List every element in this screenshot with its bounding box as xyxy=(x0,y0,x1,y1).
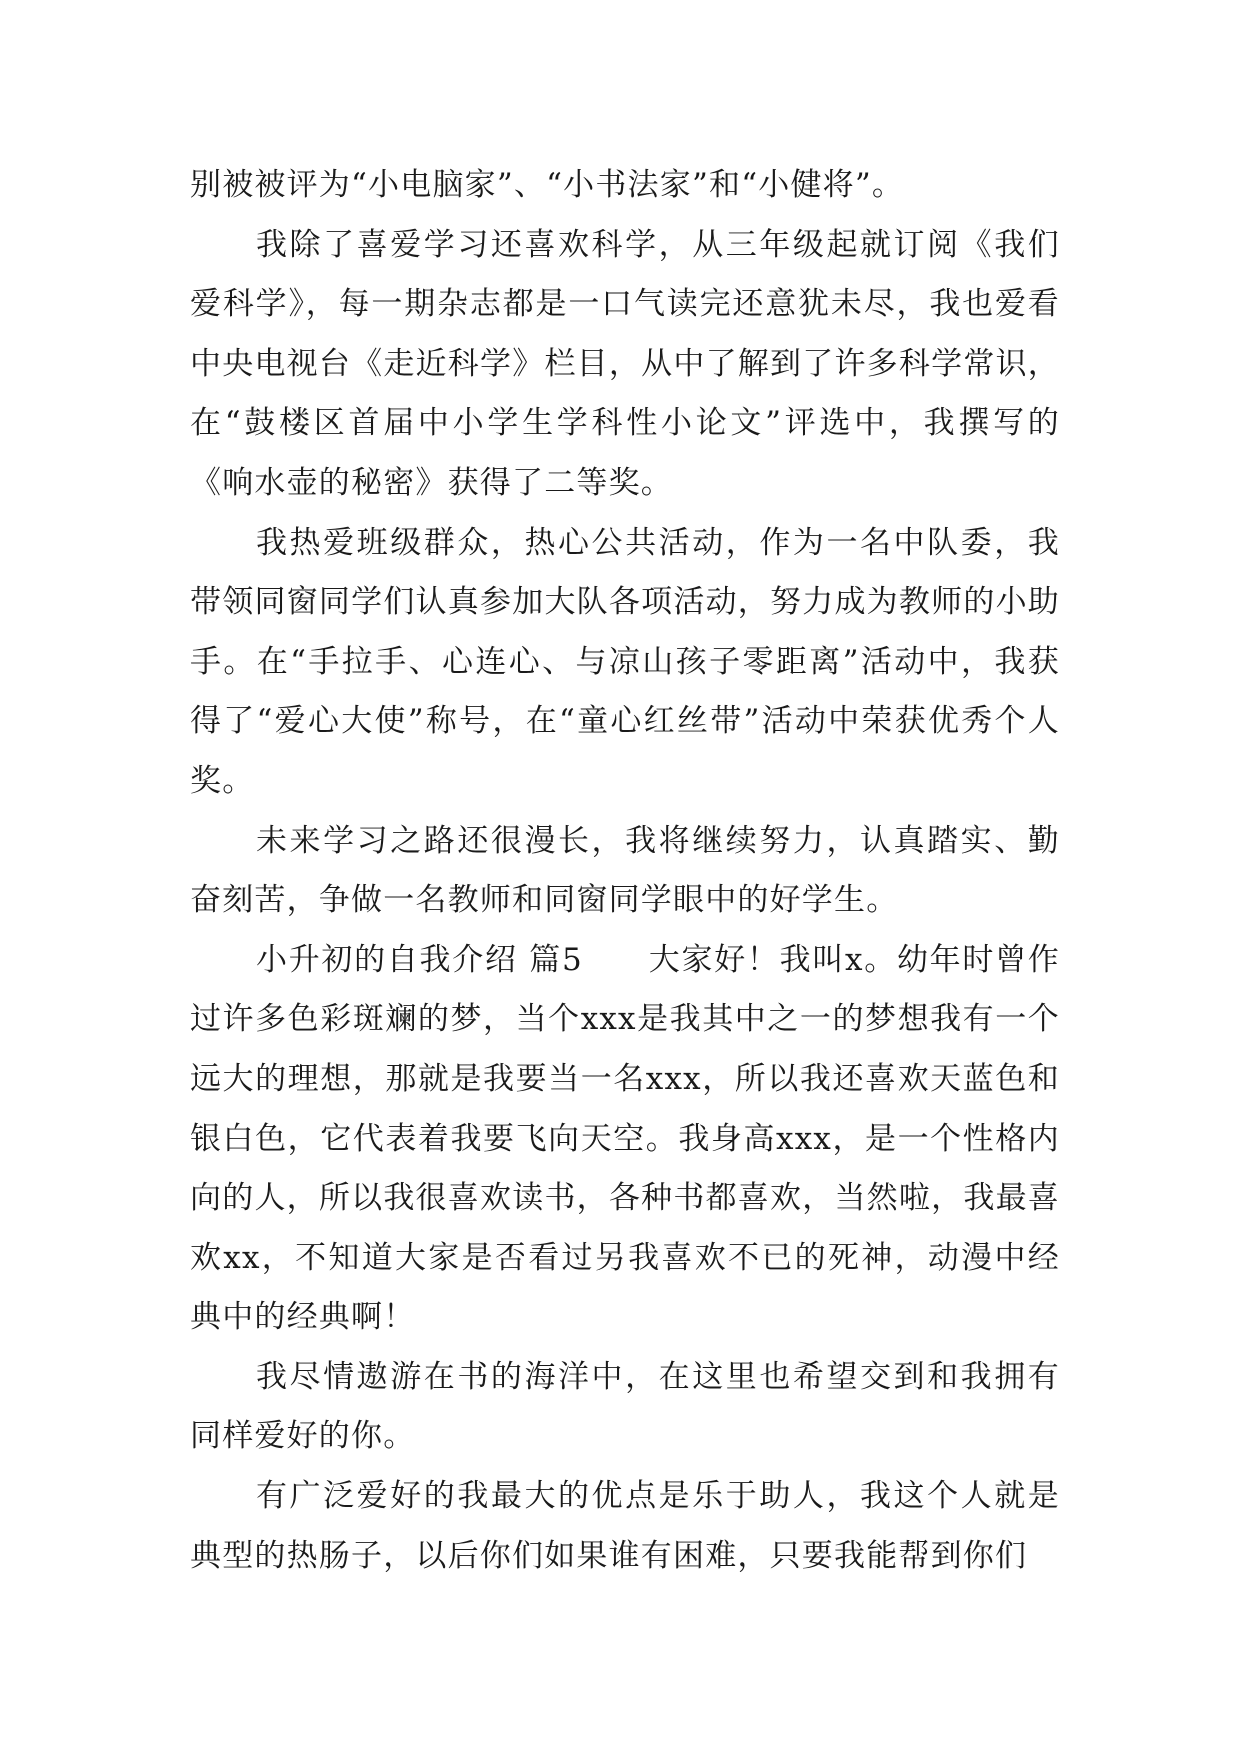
paragraph-6: 我尽情遨游在书的海洋中，在这里也希望交到和我拥有同样爱好的你。 xyxy=(190,1358,1060,1455)
paragraph-5: 小升初的自我介绍 篇5 大家好！我叫x。幼年时曾作过许多色彩斑斓的梦，当个xxx是我其中之一的梦想我有一个远大的理想，那就是我要当一名xxx，所以我还喜欢天蓝色和银白色，它代表着我要飞向天空。我身高xxx，是一个性格内向的人，所以我很喜欢读书，各种书都喜欢，当然啦，我最喜欢xx，不知道大家是否看过另我喜欢不已的死神，动漫中经典中的经典啊！ xyxy=(190,941,1060,1336)
document-body xyxy=(190,156,1060,1586)
paragraph-2: 我除了喜爱学习还喜欢科学，从三年级起就订阅《我们爱科学》，每一期杂志都是一口气读完还意犹未尽，我也爱看中央电视台《走近科学》栏目，从中了解到了许多科学常识，在“鼓楼区首届中小学生学科性小论文”评选中，我撰写的《响水壶的秘密》获得了二等奖。 xyxy=(190,226,1060,501)
paragraph-1: 别被被评为“小电脑家”、“小书法家”和“小健将”。 xyxy=(190,167,905,203)
paragraph-3: 我热爱班级群众，热心公共活动，作为一名中队委，我带领同窗同学们认真参加大队各项活动，努力成为教师的小助手。在“手拉手、心连心、与凉山孩子零距离”活动中，我获得了“爱心大使”称号，在“童心红丝带”活动中荣获优秀个人奖。 xyxy=(190,524,1060,799)
paragraph-4: 未来学习之路还很漫长，我将继续努力，认真踏实、勤奋刻苦，争做一名教师和同窗同学眼中的好学生。 xyxy=(190,822,1060,919)
paragraph-7: 有广泛爱好的我最大的优点是乐于助人，我这个人就是典型的热肠子，以后你们如果谁有困难，只要我能帮到你们 xyxy=(190,1478,1060,1574)
